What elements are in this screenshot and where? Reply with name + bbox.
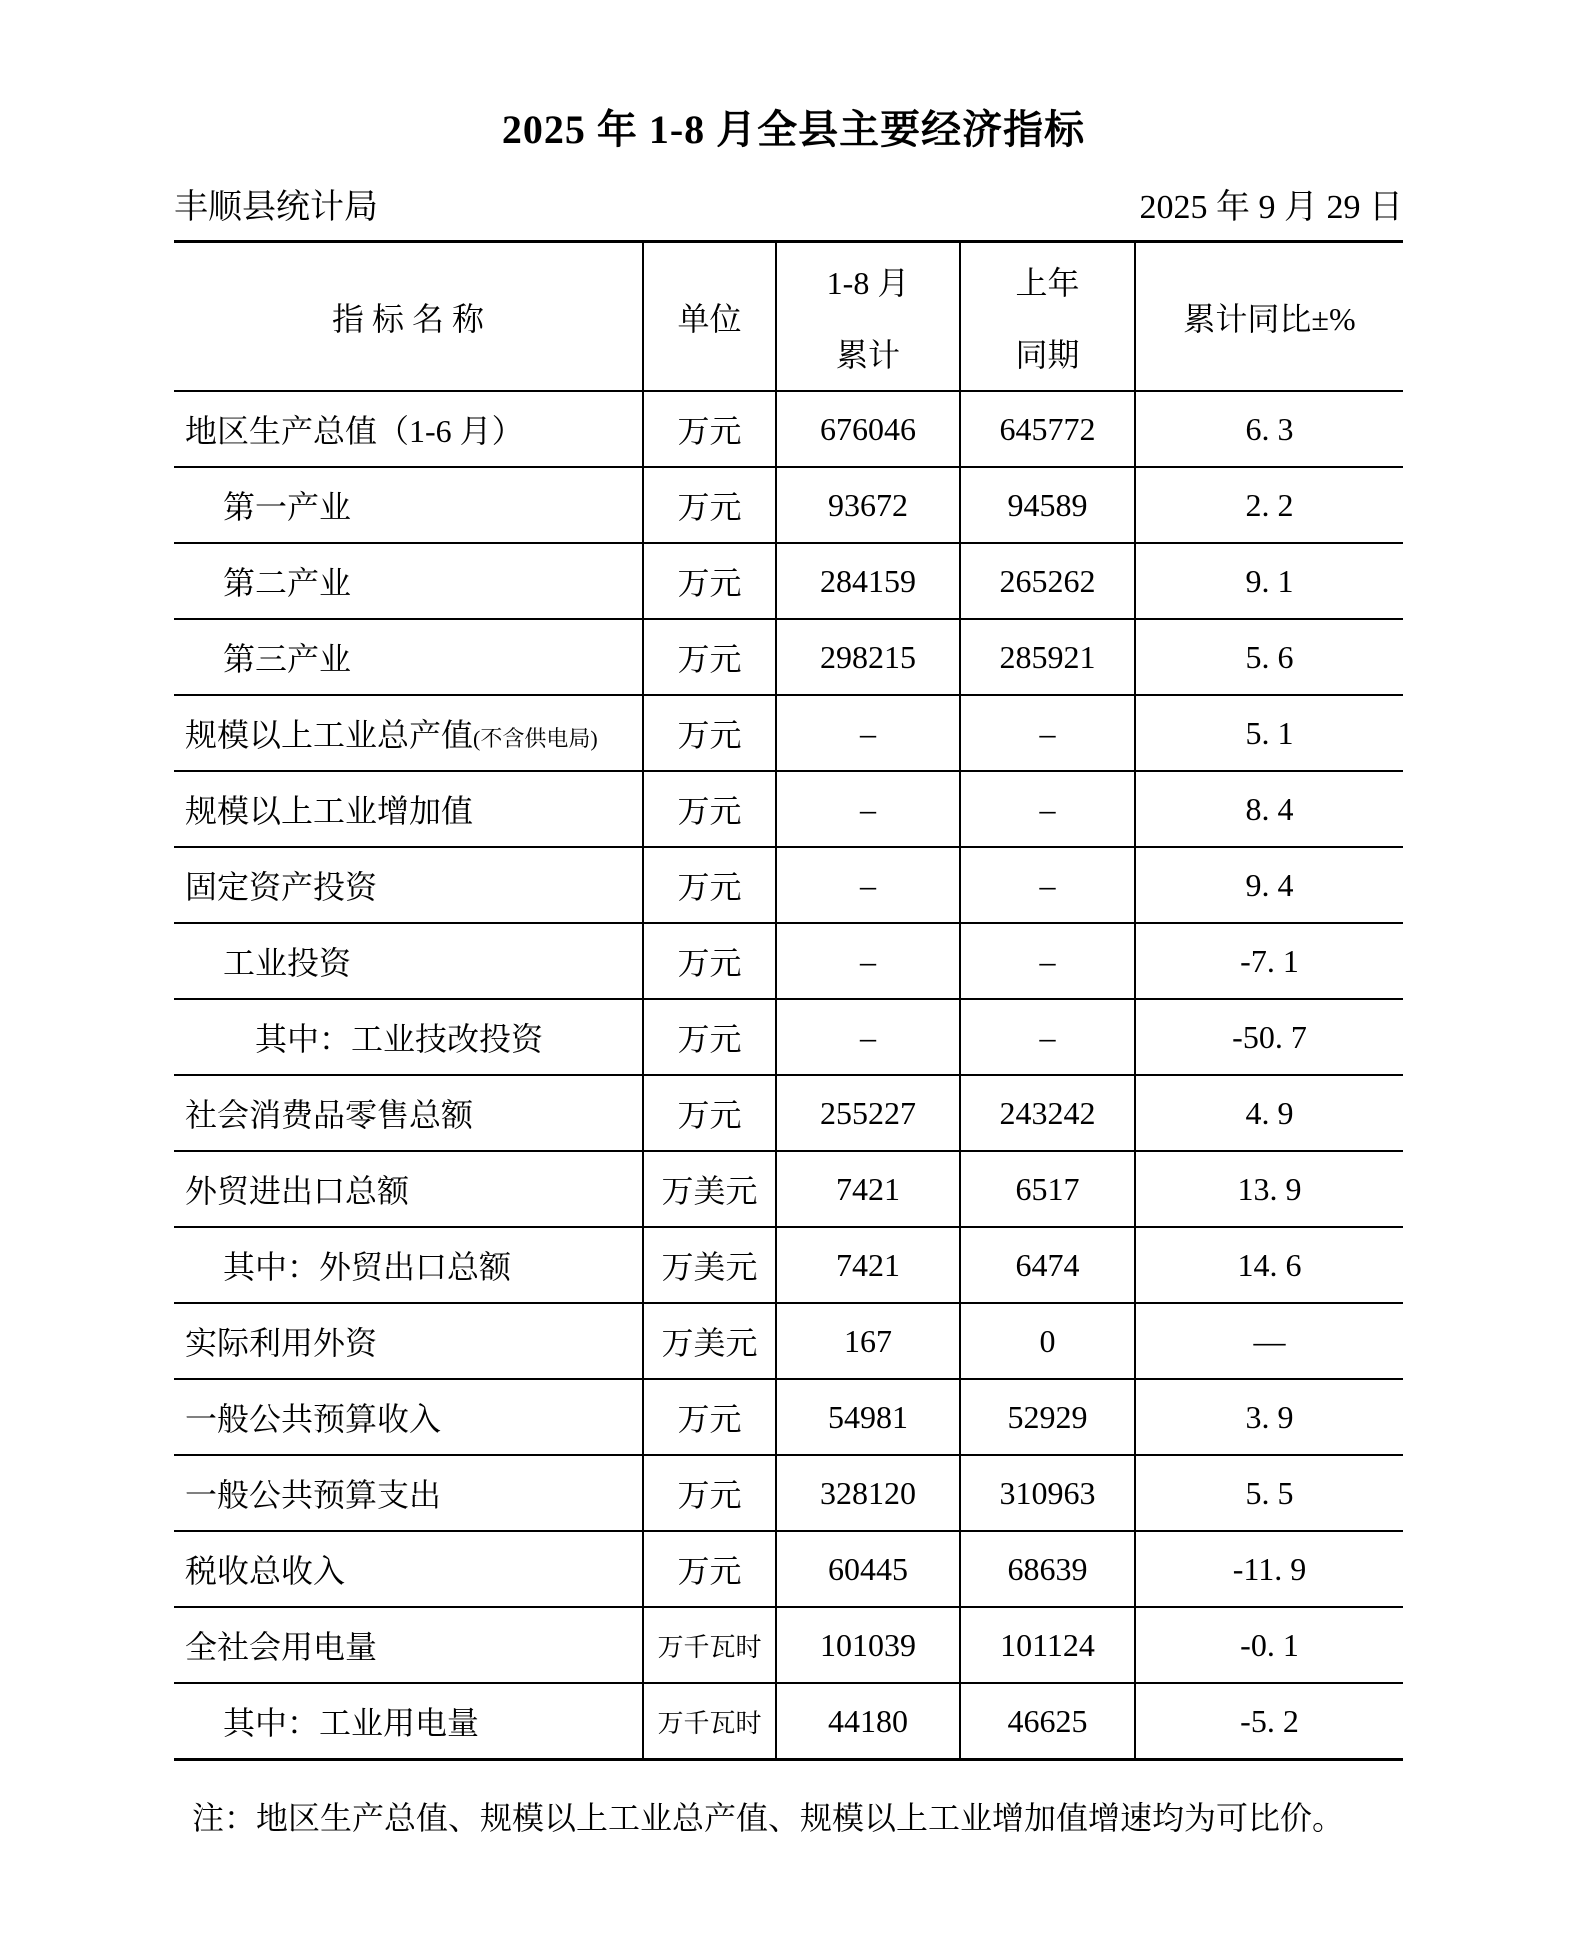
yoy-cell: -7. 1 <box>1135 923 1403 999</box>
unit-cell: 万元 <box>643 847 776 923</box>
header-unit: 单位 <box>643 242 776 392</box>
prior-cell: 310963 <box>960 1455 1135 1531</box>
prior-cell: – <box>960 847 1135 923</box>
yoy-cell: 9. 1 <box>1135 543 1403 619</box>
yoy-cell: 14. 6 <box>1135 1227 1403 1303</box>
prior-cell: 101124 <box>960 1607 1135 1683</box>
prior-cell: – <box>960 923 1135 999</box>
current-cell: – <box>776 695 960 771</box>
indicator-cell <box>174 467 643 543</box>
unit-cell: 万元 <box>643 391 776 467</box>
table-row <box>174 1075 1403 1151</box>
indicators-table <box>174 240 1403 1761</box>
yoy-cell: 5. 1 <box>1135 695 1403 771</box>
indicator-cell <box>174 1151 643 1227</box>
yoy-cell: 9. 4 <box>1135 847 1403 923</box>
prior-cell: 68639 <box>960 1531 1135 1607</box>
indicator-cell <box>174 1531 643 1607</box>
unit-cell: 万千瓦时 <box>643 1683 776 1760</box>
indicator-label: 其中：工业用电量 <box>223 1705 480 1741</box>
prior-cell: 52929 <box>960 1379 1135 1455</box>
indicator-cell <box>174 1227 643 1303</box>
indicator-label: 规模以上工业总产值 <box>185 717 474 753</box>
indicator-label: 一般公共预算收入 <box>185 1401 442 1437</box>
current-cell: 93672 <box>776 467 960 543</box>
indicator-cell <box>174 391 643 467</box>
table-row <box>174 847 1403 923</box>
indicator-label: 固定资产投资 <box>185 869 378 905</box>
indicator-label: 社会消费品零售总额 <box>185 1097 474 1133</box>
table-row <box>174 1227 1403 1303</box>
table-row <box>174 695 1403 771</box>
unit-cell: 万元 <box>643 1075 776 1151</box>
header-prior-period <box>960 242 1135 392</box>
indicator-cell <box>174 1683 643 1760</box>
current-cell: – <box>776 847 960 923</box>
unit-cell: 万元 <box>643 1379 776 1455</box>
header-current-line2: 累计 <box>835 336 900 373</box>
indicator-label: 地区生产总值（1-6 月） <box>185 413 524 449</box>
current-cell: 255227 <box>776 1075 960 1151</box>
yoy-cell: 4. 9 <box>1135 1075 1403 1151</box>
table-row <box>174 771 1403 847</box>
indicator-cell <box>174 923 643 999</box>
indicator-label: 全社会用电量 <box>185 1629 378 1665</box>
current-cell: 284159 <box>776 543 960 619</box>
table-row <box>174 1531 1403 1607</box>
yoy-cell: 2. 2 <box>1135 467 1403 543</box>
unit-cell: 万美元 <box>643 1303 776 1379</box>
prior-cell: – <box>960 771 1135 847</box>
table-row <box>174 619 1403 695</box>
yoy-cell: — <box>1135 1303 1403 1379</box>
table-row <box>174 999 1403 1075</box>
unit-cell: 万美元 <box>643 1227 776 1303</box>
unit-cell: 万元 <box>643 1531 776 1607</box>
indicator-label: 第三产业 <box>223 641 352 677</box>
unit-cell: 万元 <box>643 923 776 999</box>
unit-cell: 万元 <box>643 771 776 847</box>
indicator-label: 其中：工业技改投资 <box>255 1021 544 1057</box>
header-prior-line1: 上年 <box>1015 264 1080 301</box>
unit-cell: 万千瓦时 <box>643 1607 776 1683</box>
indicator-cell <box>174 543 643 619</box>
prior-cell: 6474 <box>960 1227 1135 1303</box>
prior-cell: 243242 <box>960 1075 1135 1151</box>
yoy-cell: 8. 4 <box>1135 771 1403 847</box>
table-row <box>174 1607 1403 1683</box>
indicator-label: 工业投资 <box>223 945 352 981</box>
table-row <box>174 391 1403 467</box>
footnote: 注：地区生产总值、规模以上工业总产值、规模以上工业增加值增速均为可比价。 <box>192 1800 1345 1836</box>
prior-cell: 265262 <box>960 543 1135 619</box>
prior-cell: 0 <box>960 1303 1135 1379</box>
header-row <box>174 242 1403 392</box>
prior-cell: – <box>960 695 1135 771</box>
yoy-cell: -11. 9 <box>1135 1531 1403 1607</box>
indicator-cell <box>174 847 643 923</box>
table-row <box>174 467 1403 543</box>
indicator-cell <box>174 695 643 771</box>
current-cell: 101039 <box>776 1607 960 1683</box>
current-cell: – <box>776 923 960 999</box>
indicator-label: 实际利用外资 <box>185 1325 378 1361</box>
yoy-cell: -50. 7 <box>1135 999 1403 1075</box>
indicator-cell <box>174 771 643 847</box>
current-cell: 44180 <box>776 1683 960 1760</box>
indicator-cell <box>174 1379 643 1455</box>
indicator-label: 第二产业 <box>223 565 352 601</box>
indicator-suffix: (不含供电局) <box>473 726 598 751</box>
indicator-cell <box>174 1075 643 1151</box>
meta-row <box>174 186 1403 230</box>
indicator-cell <box>174 1455 643 1531</box>
table-container <box>174 240 1403 1761</box>
prior-cell: 6517 <box>960 1151 1135 1227</box>
table-row <box>174 543 1403 619</box>
indicator-label: 第一产业 <box>223 489 352 525</box>
prior-cell: 46625 <box>960 1683 1135 1760</box>
unit-cell: 万元 <box>643 1455 776 1531</box>
indicator-cell <box>174 619 643 695</box>
header-prior-line2: 同期 <box>1015 336 1080 373</box>
table-row <box>174 1455 1403 1531</box>
yoy-cell: -5. 2 <box>1135 1683 1403 1760</box>
unit-cell: 万元 <box>643 999 776 1075</box>
current-cell: – <box>776 999 960 1075</box>
current-cell: 60445 <box>776 1531 960 1607</box>
unit-cell: 万元 <box>643 695 776 771</box>
header-current-line1: 1-8 月 <box>826 264 910 301</box>
prior-cell: 285921 <box>960 619 1135 695</box>
table-row <box>174 1379 1403 1455</box>
agency-name: 丰顺县统计局 <box>174 189 378 226</box>
table-row <box>174 1683 1403 1760</box>
current-cell: 676046 <box>776 391 960 467</box>
unit-cell: 万美元 <box>643 1151 776 1227</box>
page-title: 2025 年 1-8 月全县主要经济指标 <box>501 107 1086 152</box>
yoy-cell: 5. 5 <box>1135 1455 1403 1531</box>
header-yoy: 累计同比±% <box>1135 242 1403 392</box>
prior-cell: 645772 <box>960 391 1135 467</box>
current-cell: 7421 <box>776 1227 960 1303</box>
current-cell: 167 <box>776 1303 960 1379</box>
indicator-label: 一般公共预算支出 <box>185 1477 442 1513</box>
current-cell: – <box>776 771 960 847</box>
indicator-label: 外贸进出口总额 <box>185 1173 410 1209</box>
current-cell: 54981 <box>776 1379 960 1455</box>
current-cell: 7421 <box>776 1151 960 1227</box>
indicator-cell <box>174 1607 643 1683</box>
report-date: 2025 年 9 月 29 日 <box>1139 189 1403 226</box>
yoy-cell: 6. 3 <box>1135 391 1403 467</box>
unit-cell: 万元 <box>643 467 776 543</box>
header-indicator: 指 标 名 称 <box>174 242 643 392</box>
unit-cell: 万元 <box>643 543 776 619</box>
unit-cell: 万元 <box>643 619 776 695</box>
yoy-cell: -0. 1 <box>1135 1607 1403 1683</box>
indicator-label: 其中：外贸出口总额 <box>223 1249 512 1285</box>
indicator-label: 规模以上工业增加值 <box>185 793 474 829</box>
table-row <box>174 1151 1403 1227</box>
yoy-cell: 13. 9 <box>1135 1151 1403 1227</box>
prior-cell: 94589 <box>960 467 1135 543</box>
current-cell: 328120 <box>776 1455 960 1531</box>
table-row <box>174 923 1403 999</box>
header-current-period <box>776 242 960 392</box>
indicator-cell <box>174 999 643 1075</box>
yoy-cell: 5. 6 <box>1135 619 1403 695</box>
current-cell: 298215 <box>776 619 960 695</box>
table-row <box>174 1303 1403 1379</box>
yoy-cell: 3. 9 <box>1135 1379 1403 1455</box>
indicator-cell <box>174 1303 643 1379</box>
prior-cell: – <box>960 999 1135 1075</box>
indicator-label: 税收总收入 <box>185 1553 346 1589</box>
